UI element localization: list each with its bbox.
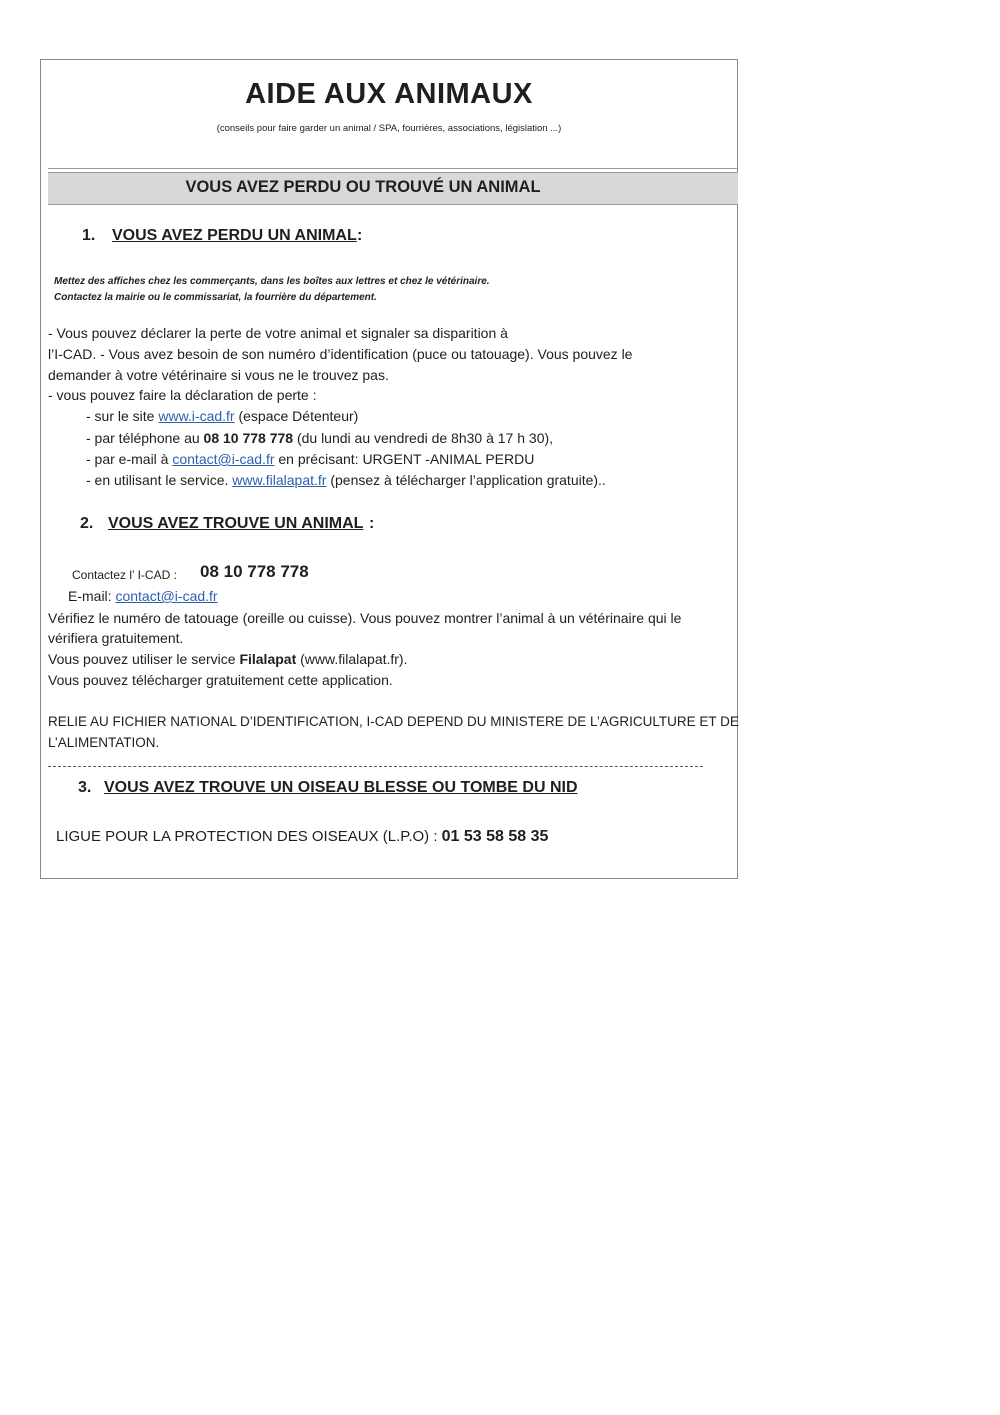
section2-email-link[interactable]: contact@i-cad.fr <box>115 588 218 604</box>
section1-item3 <box>86 450 534 468</box>
icad-phone-number: 08 10 778 778 <box>203 430 294 446</box>
section2-line2: vérifiera gratuitement. <box>48 630 184 646</box>
item2-prefix: - par téléphone au <box>86 430 204 446</box>
section2-contact-phone: 08 10 778 778 <box>200 562 309 581</box>
icad-email-link[interactable]: contact@i-cad.fr <box>172 451 275 467</box>
line3-prefix: Vous pouvez utiliser le service <box>48 651 240 667</box>
section1-para-line1: - Vous pouvez déclarer la perte de votre animal et signaler sa disparition à <box>48 325 508 341</box>
item3-prefix: - par e-mail à <box>86 451 173 467</box>
section1-heading-colon: : <box>357 227 363 244</box>
filalapat-website-link[interactable]: www.filalapat.fr <box>232 472 327 488</box>
section1-number: 1. <box>82 227 96 244</box>
section1-note-line2: Contactez la mairie ou le commissariat, la fourrière du département. <box>54 292 377 303</box>
section1-heading-text: VOUS AVEZ PERDU UN ANIMAL <box>112 227 357 244</box>
icad-website-link[interactable]: www.i-cad.fr <box>158 408 235 424</box>
section2-relie-line2: L’ALIMENTATION. <box>48 735 160 750</box>
section1-para-line3: demander à votre vétérinaire si vous ne le trouvez pas. <box>48 367 389 383</box>
section2-line3 <box>48 650 407 668</box>
lpo-label: LIGUE POUR LA PROTECTION DES OISEAUX (L.P.O) : <box>56 828 442 845</box>
line3-suffix: (www.filalapat.fr). <box>296 651 408 667</box>
lpo-phone: 01 53 58 58 35 <box>441 828 549 845</box>
section1-item4 <box>86 471 606 489</box>
item1-prefix: - sur le site <box>86 408 159 424</box>
section2-number: 2. <box>80 515 94 532</box>
band-top-divider <box>48 168 738 169</box>
section2-line4: Vous pouvez télécharger gratuitement cette application. <box>48 672 393 688</box>
section3-heading: VOUS AVEZ TROUVE UN OISEAU BLESSE OU TOMBE DU NID <box>104 779 578 796</box>
dashed-divider <box>48 766 703 767</box>
item4-prefix: - en utilisant le service. <box>86 472 233 488</box>
section2-heading <box>108 515 363 533</box>
item1-suffix: (espace Détenteur) <box>234 408 359 424</box>
section1-note-line1: Mettez des affiches chez les commerçants, dans les boîtes aux lettres et chez le vétérinaire. <box>54 276 490 287</box>
section3-lpo-line <box>56 828 548 846</box>
item4-suffix: (pensez à télécharger l’application gratuite).. <box>326 472 606 488</box>
filalapat-service-name: Filalapat <box>239 651 297 667</box>
section1-para-line2: l’I-CAD. - Vous avez besoin de son numéro d’identification (puce ou tatouage). Vous pouvez le <box>48 346 633 362</box>
section2-heading-colon: : <box>369 515 375 532</box>
section2-line1: Vérifiez le numéro de tatouage (oreille ou cuisse). Vous pouvez montrer l’animal à un vétérinaire qui le <box>48 610 682 626</box>
item2-suffix: (du lundi au vendredi de 8h30 à 17 h 30), <box>293 430 554 446</box>
item3-suffix: en précisant: URGENT -ANIMAL PERDU <box>274 451 535 467</box>
section1-para-line4: - vous pouvez faire la déclaration de perte : <box>48 387 317 403</box>
page-subtitle: (conseils pour faire garder un animal / SPA, fourrières, associations, législation ...) <box>216 123 562 134</box>
page-title: AIDE AUX ANIMAUX <box>245 78 533 110</box>
section1-heading <box>112 227 357 245</box>
section1-item1 <box>86 407 358 425</box>
section1-item2 <box>86 429 553 447</box>
section3-number: 3. <box>78 779 92 796</box>
section2-relie-line1: RELIE AU FICHIER NATIONAL D’IDENTIFICATION, I-CAD DEPEND DU MINISTERE DE L’AGRICULTURE ET DE <box>48 714 739 729</box>
section2-heading-text: VOUS AVEZ TROUVE UN ANIMAL <box>108 515 364 532</box>
section-band-title: VOUS AVEZ PERDU OU TROUVÉ UN ANIMAL <box>185 178 541 196</box>
section2-email <box>68 587 218 605</box>
email-label: E-mail: <box>68 588 116 604</box>
section2-contact-label: Contactez l’ I-CAD : <box>72 568 177 582</box>
